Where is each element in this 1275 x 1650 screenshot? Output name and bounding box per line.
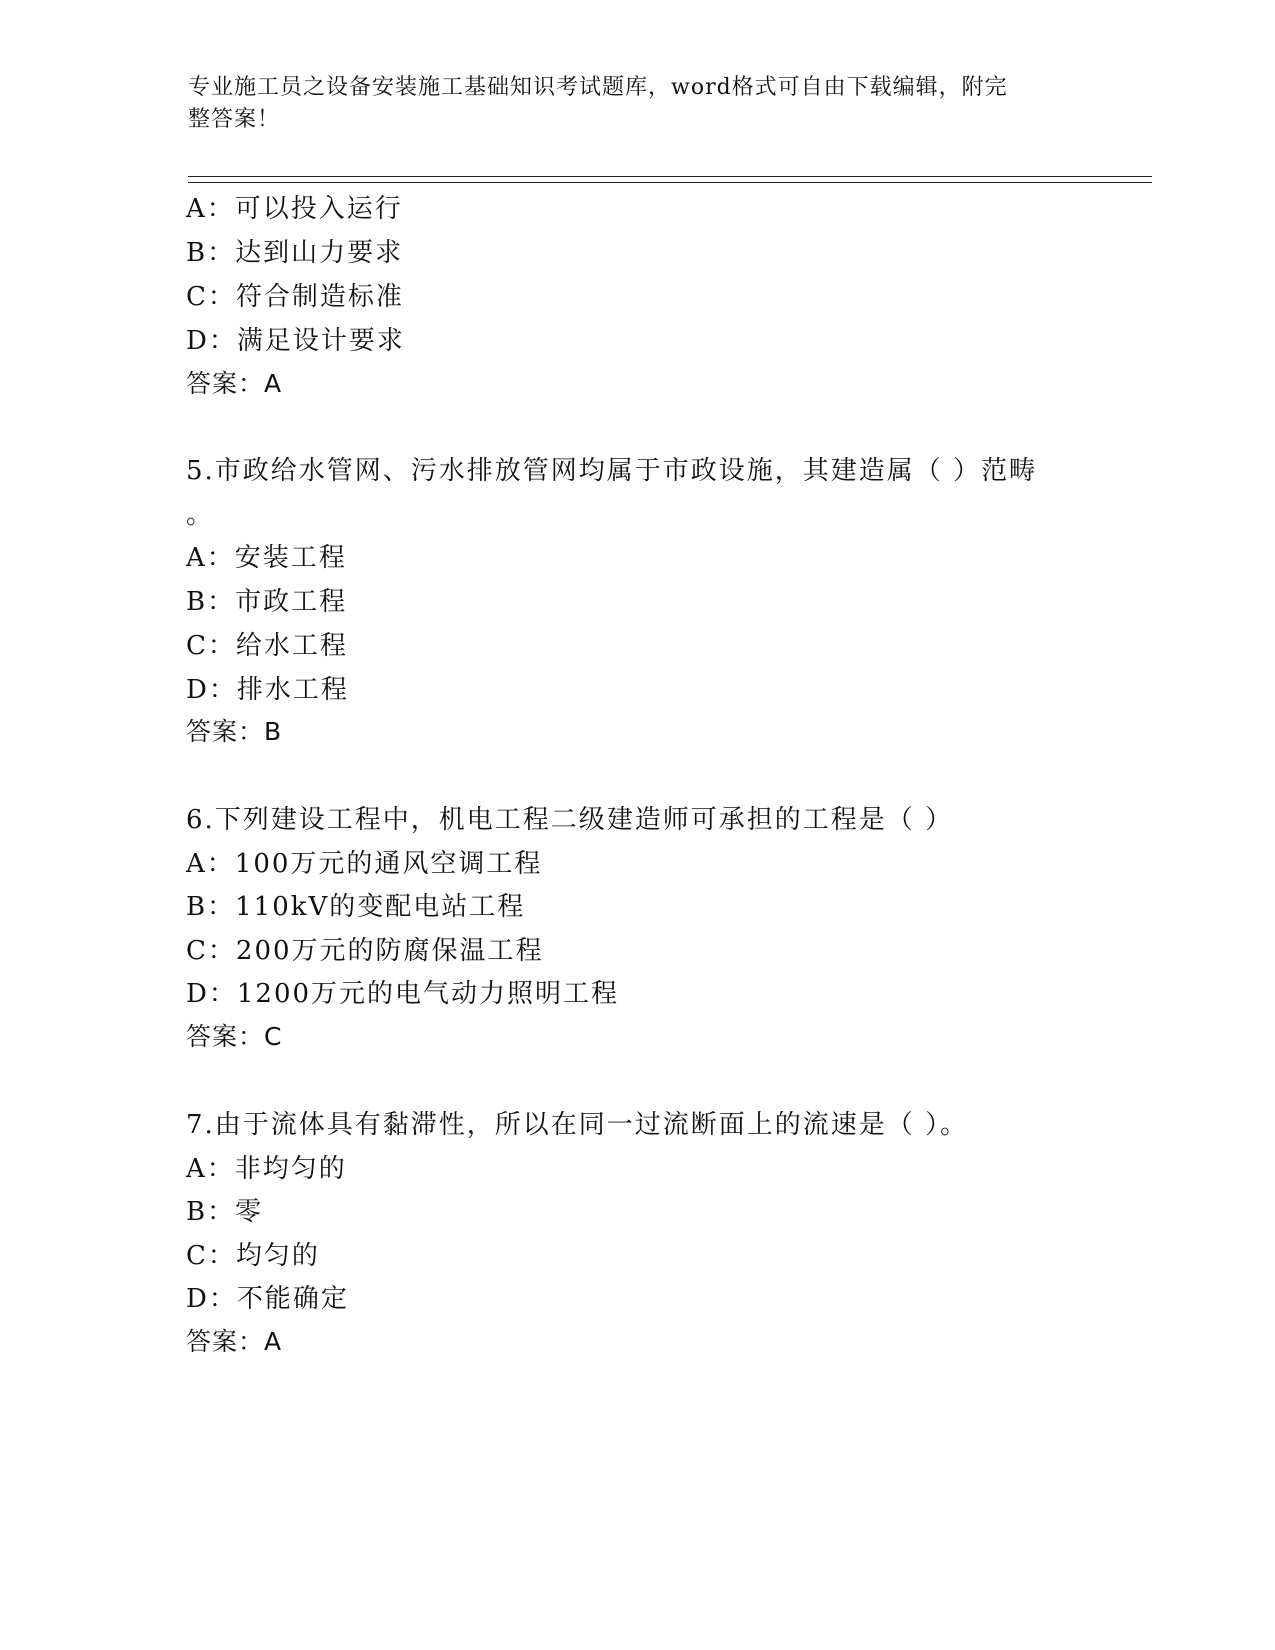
q5-stem-cont: 。 bbox=[186, 500, 215, 530]
q4-option-a: A：可以投入运行 bbox=[186, 194, 403, 224]
q7-option-a: A：非均匀的 bbox=[186, 1154, 347, 1184]
header-rule-bottom bbox=[188, 182, 1152, 183]
q5-option-b: B：市政工程 bbox=[186, 587, 348, 617]
q7-stem: 7.由于流体具有黏滞性，所以在同一过流断面上的流速是（ ）。 bbox=[186, 1110, 969, 1140]
q7-option-d: D：不能确定 bbox=[186, 1284, 349, 1314]
q6-option-c: C：200万元的防腐保温工程 bbox=[186, 936, 544, 966]
q4-answer: 答案：A bbox=[186, 369, 283, 398]
q6-answer: 答案：C bbox=[186, 1022, 283, 1051]
q5-stem: 5.市政给水管网、污水排放管网均属于市政设施，其建造属（ ）范畴 bbox=[186, 456, 1038, 486]
q6-option-a: A：100万元的通风空调工程 bbox=[186, 849, 543, 879]
q5-option-d: D：排水工程 bbox=[186, 675, 349, 705]
q4-option-b: B：达到山力要求 bbox=[186, 238, 404, 268]
q4-option-d: D：满足设计要求 bbox=[186, 326, 405, 356]
q5-option-a: A：安装工程 bbox=[186, 543, 347, 573]
q7-option-c: C：均匀的 bbox=[186, 1241, 320, 1271]
q7-answer: 答案：A bbox=[186, 1327, 283, 1356]
q7-option-b: B：零 bbox=[186, 1197, 264, 1227]
q6-option-d: D：1200万元的电气动力照明工程 bbox=[186, 979, 620, 1009]
header-rule-top bbox=[188, 176, 1152, 177]
q6-stem: 6.下列建设工程中，机电工程二级建造师可承担的工程是（ ） bbox=[186, 805, 954, 835]
q5-answer: 答案：B bbox=[186, 717, 283, 746]
document-header bbox=[188, 72, 1068, 136]
header-line-2: 整答案！ bbox=[188, 107, 281, 132]
q5-option-c: C：给水工程 bbox=[186, 631, 348, 661]
header-line-1: 专业施工员之设备安装施工基础知识考试题库，word格式可自由下载编辑，附完 bbox=[188, 75, 1008, 100]
q4-option-c: C：符合制造标准 bbox=[186, 282, 404, 312]
q6-option-b: B：110kV的变配电站工程 bbox=[186, 892, 526, 922]
